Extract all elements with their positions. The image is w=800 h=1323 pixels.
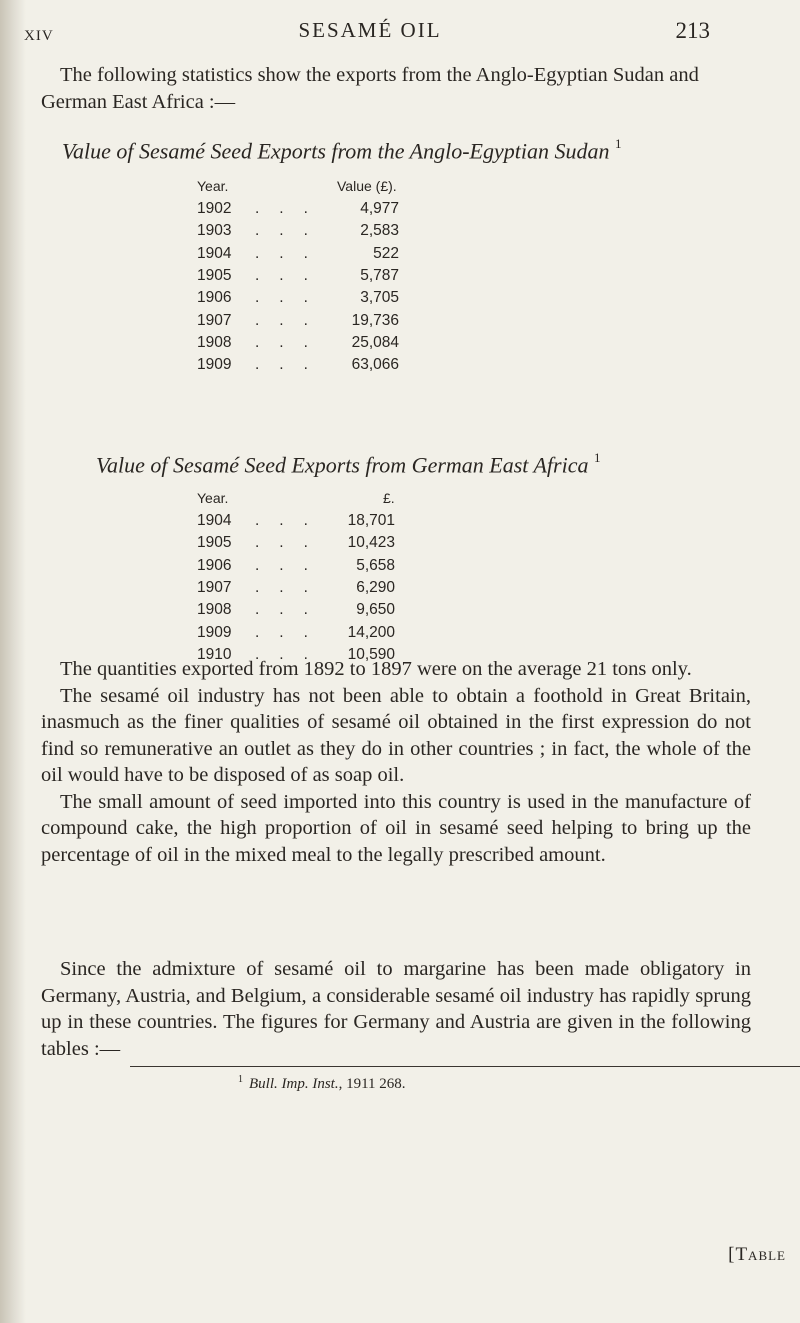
footnote-source: Bull. Imp. Inst. — [249, 1076, 339, 1092]
table2-row — [197, 512, 457, 534]
table1-value-cell: 3,705 — [360, 289, 399, 307]
table2-title-text: Value of Sesamé Seed Exports from German East Africa — [96, 452, 589, 478]
table1-value-cell: 2,583 — [360, 222, 399, 240]
paragraph-compound-cake: The small amount of seed imported into this country is used in the manufacture of compound cake, the high proportion of oil in sesamé seed helping to bring up the percentage of oil in the mixed meal to the legally prescribed amount. — [41, 790, 751, 866]
chapter-number: XIV — [24, 28, 54, 44]
paragraph-britain: The sesamé oil industry has not been able to obtain a foothold in Great Britain, inasmuch as the finer qualities of sesamé oil obtained in the first expression do not find so remunerative an outlet as they do in other countries ; in fact, the whole of the oil would have to be disposed of as soap oil. — [41, 684, 751, 786]
table1-leader-dots: ... — [255, 244, 328, 262]
table2-leader-dots: ... — [255, 512, 328, 529]
running-title: SESAMÉ OIL — [298, 18, 442, 42]
table1-leader-dots: ... — [255, 222, 328, 240]
table2-leader-dots: ... — [255, 534, 328, 552]
table1-row — [197, 334, 457, 356]
table2-year-cell: 1908 — [197, 601, 232, 619]
table1-row — [197, 289, 457, 311]
table2-row — [197, 534, 457, 556]
table2-value-cell: 6,290 — [356, 578, 395, 596]
table2-year-cell: 1906 — [197, 556, 232, 574]
page-number: 213 — [675, 18, 710, 43]
table1-year-cell: 1905 — [197, 266, 232, 284]
table2-year-cell: 1905 — [197, 534, 232, 552]
table1-leader-dots: ... — [255, 289, 328, 307]
table1-year-cell: 1903 — [197, 222, 232, 240]
footnote — [238, 1074, 406, 1093]
footnote-rule — [130, 1066, 800, 1067]
table2-leader-dots: ... — [255, 601, 328, 619]
paragraph-quantities: The quantities exported from 1892 to 1897 were on the average 21 tons only. — [60, 658, 692, 680]
catchword-word: Table — [735, 1244, 786, 1265]
table1-col-value: Value (£). — [337, 178, 397, 194]
table2-leader-dots: ... — [255, 623, 328, 641]
table2-leader-dots: ... — [255, 556, 328, 574]
table2-title — [96, 452, 796, 478]
footnote-mark: 1 — [238, 1074, 243, 1085]
table1-value-cell: 19,736 — [351, 311, 399, 329]
table2-col-value: £. — [383, 490, 395, 506]
table1-title — [62, 138, 762, 164]
table2-year-cell: 1907 — [197, 578, 232, 596]
table1-row — [197, 200, 457, 222]
table1-year-cell: 1908 — [197, 333, 232, 351]
table2-value-cell: 18,701 — [347, 512, 395, 529]
table1-row — [197, 267, 457, 289]
table2-footnote-mark: 1 — [594, 450, 601, 465]
catchword — [728, 1244, 786, 1266]
table2-value-cell: 14,200 — [347, 623, 395, 641]
table2-row — [197, 579, 457, 601]
table2-row — [197, 624, 457, 646]
running-head — [0, 16, 800, 52]
table2-year-cell: 1909 — [197, 623, 232, 641]
table1-year-cell: 1904 — [197, 244, 232, 262]
table2-col-year: Year. — [197, 490, 229, 506]
table1-leader-dots: ... — [255, 311, 328, 329]
table2-year-cell: 1910 — [197, 645, 232, 663]
table2-leader-dots: ... — [255, 645, 328, 663]
table1-col-year: Year. — [197, 178, 229, 194]
table1-value-cell: 522 — [373, 244, 399, 262]
table2-row — [197, 557, 457, 579]
table2-row — [197, 601, 457, 623]
table2-value-cell: 5,658 — [356, 556, 395, 574]
catchword-bracket: [ — [728, 1244, 736, 1265]
footnote-detail: , 1911 268. — [338, 1076, 406, 1092]
table1-year-cell: 1907 — [197, 311, 232, 329]
table2-value-cell: 10,590 — [347, 645, 395, 663]
table1-title-text: Value of Sesamé Seed Exports from the Anglo-Egyptian Sudan — [62, 138, 610, 164]
table2-value-cell: 10,423 — [347, 534, 395, 552]
table1-row — [197, 356, 457, 378]
table1-year-cell: 1902 — [197, 200, 232, 217]
table1-row — [197, 312, 457, 334]
body-text-continued — [41, 956, 751, 1062]
table1-leader-dots: ... — [255, 333, 328, 351]
table1-footnote-mark: 1 — [614, 136, 622, 151]
table1-value-cell: 63,066 — [351, 356, 399, 374]
table2-leader-dots: ... — [255, 578, 328, 596]
table1-row — [197, 245, 457, 267]
body-text — [41, 656, 751, 868]
table1-leader-dots: ... — [255, 356, 328, 374]
table2-year-cell: 1904 — [197, 512, 232, 529]
table1-leader-dots: ... — [255, 266, 328, 284]
table1-leader-dots: ... — [255, 200, 328, 217]
table1-value-cell: 5,787 — [360, 266, 399, 284]
table1-value-cell: 4,977 — [360, 200, 399, 217]
table1-value-cell: 25,084 — [351, 333, 399, 351]
table1-year-cell: 1909 — [197, 356, 232, 374]
paragraph-margarine: Since the admixture of sesamé oil to margarine has been made obligatory in Germany, Austria, and Belgium, a considerable sesamé oil industry has rapidly sprung up in these countries. The figures for Germany and Austria are given in the following tables :— — [41, 958, 751, 1060]
table1-year-cell: 1906 — [197, 289, 232, 307]
book-spine-shadow — [0, 0, 26, 1323]
table2-value-cell: 9,650 — [356, 601, 395, 619]
table1-row — [197, 222, 457, 244]
intro-paragraph: The following statistics show the exports from the Anglo-Egyptian Sudan and German East Africa :— — [41, 64, 699, 113]
